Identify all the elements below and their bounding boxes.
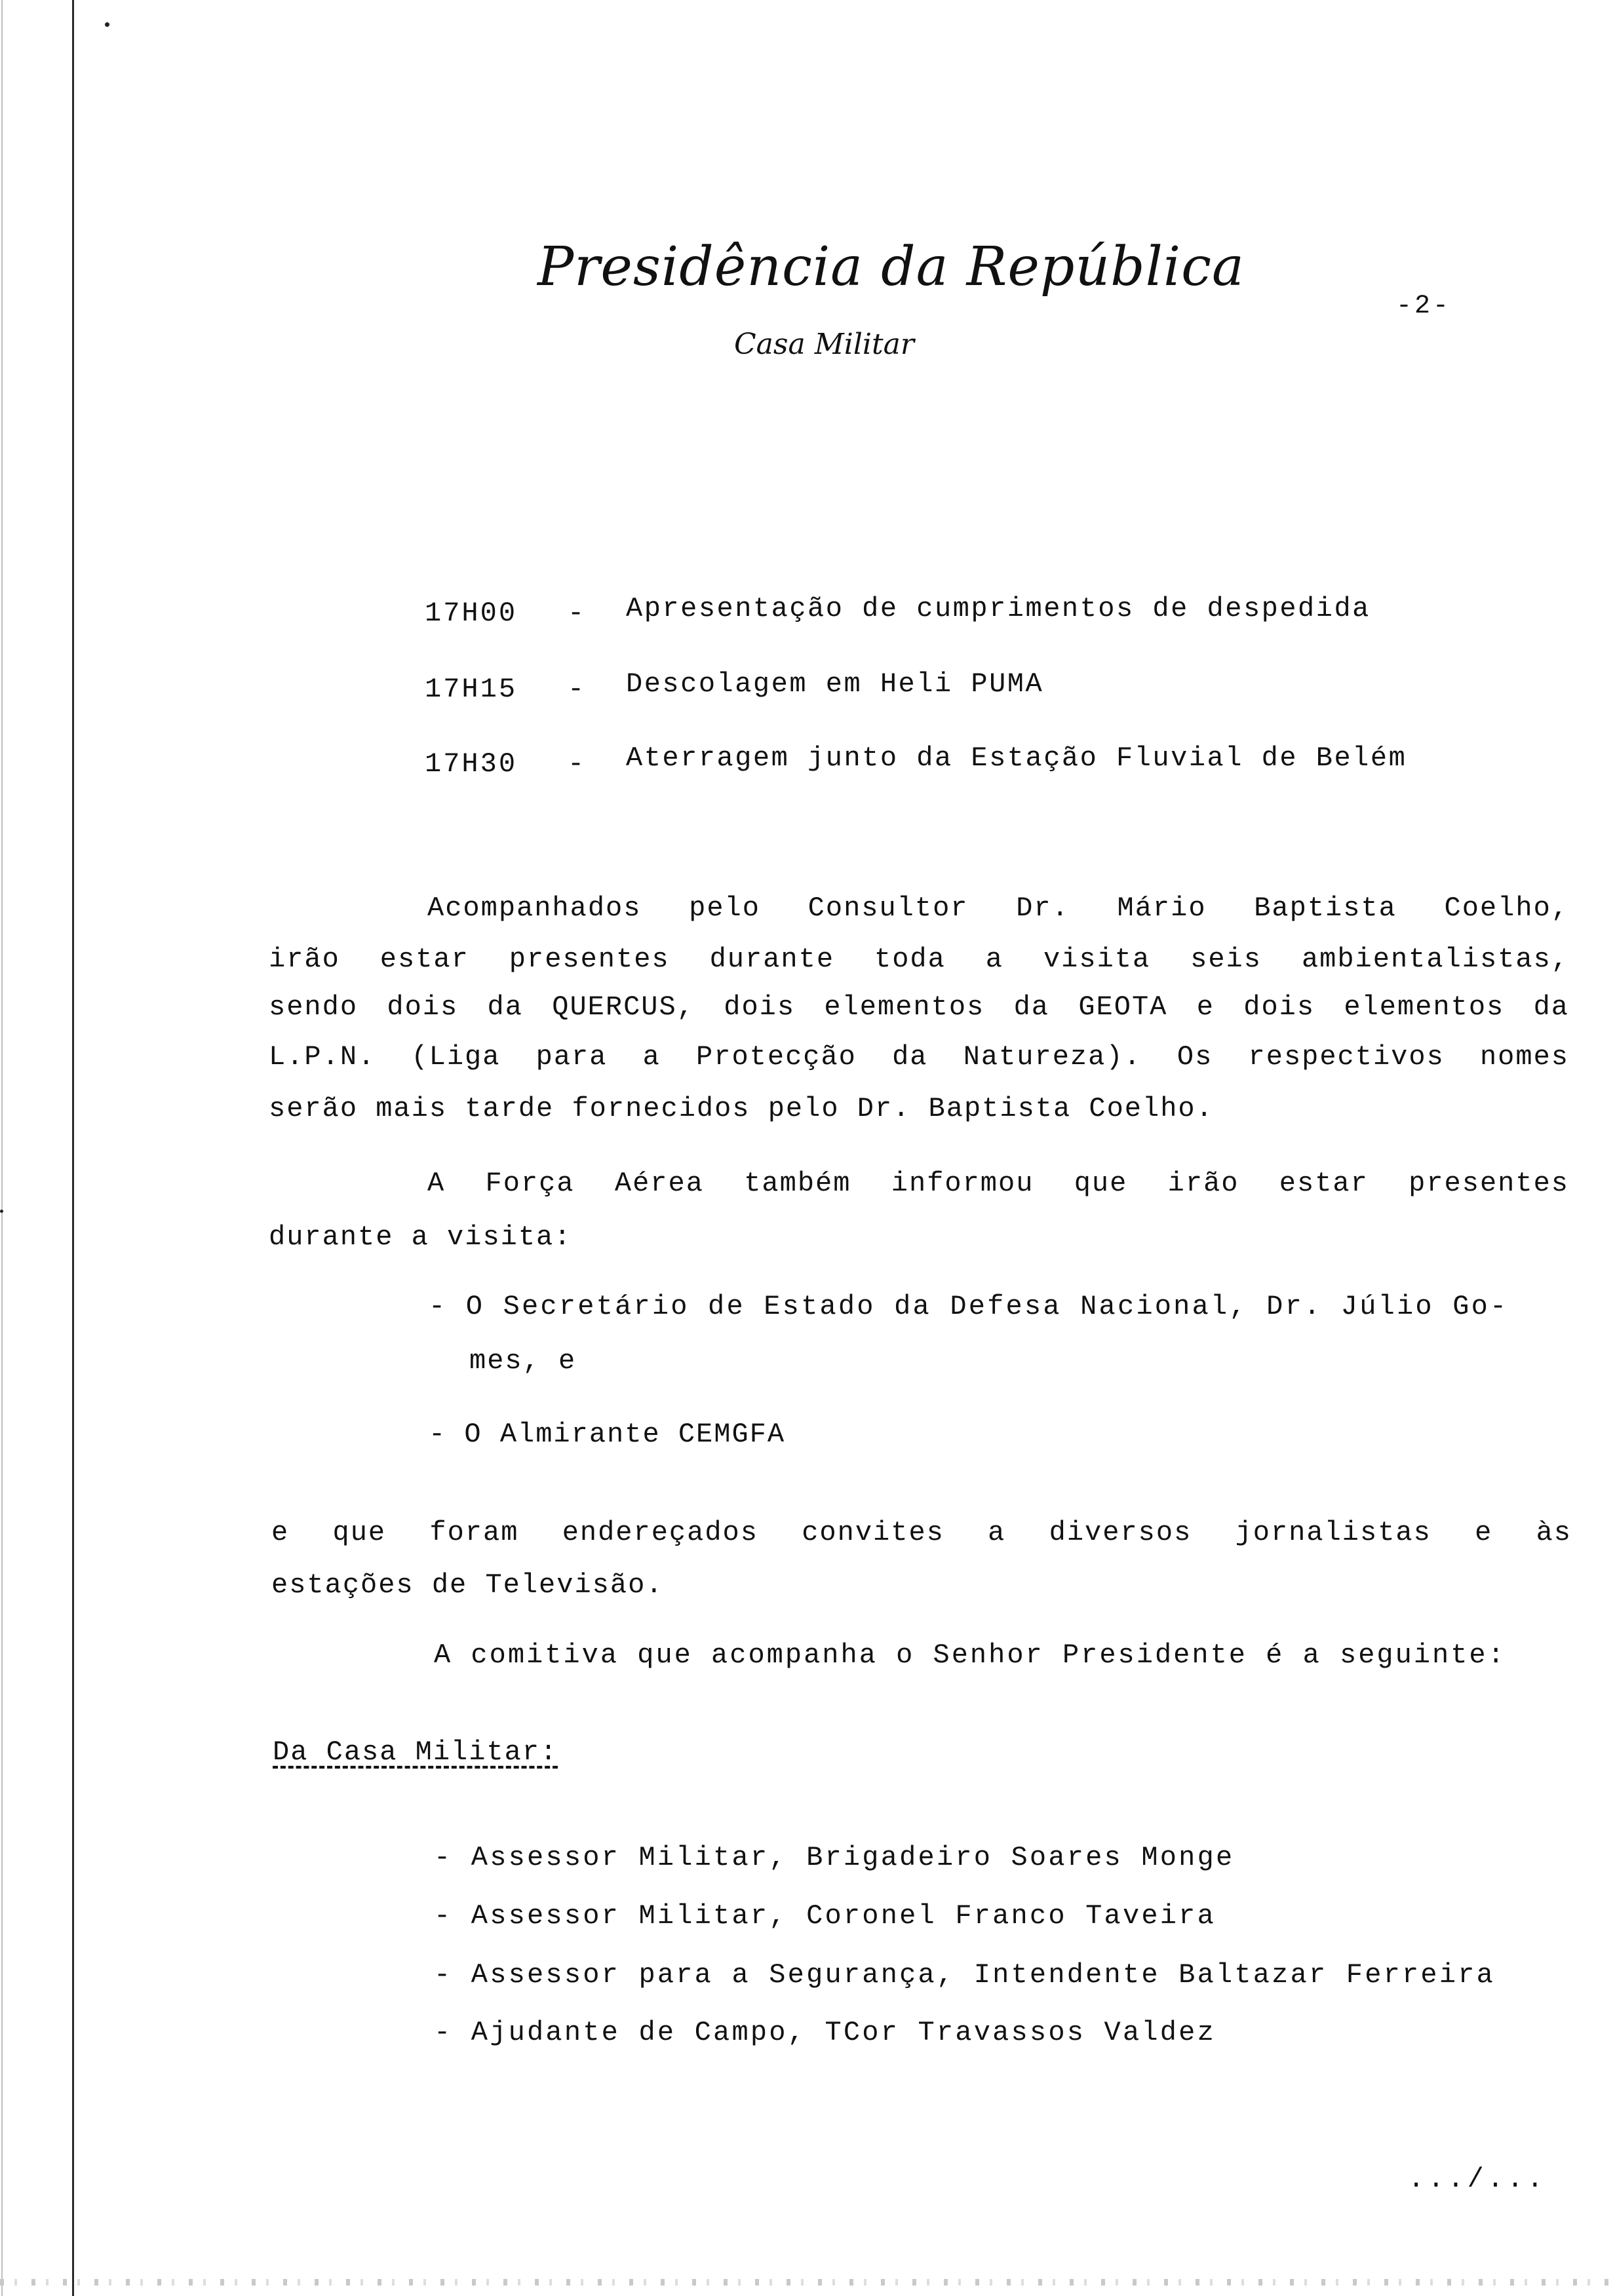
paragraph-line: e que foram endereçados convites a diversos jornalistas e às bbox=[271, 1517, 1572, 1548]
page-number: -2- bbox=[1396, 292, 1452, 321]
attendee-item: - O Secretário de Estado da Defesa Nacional, Dr. Júlio Go- bbox=[429, 1291, 1509, 1322]
scan-speck bbox=[105, 22, 109, 27]
entourage-item: - Ajudante de Campo, TCor Travassos Valdez bbox=[434, 2017, 1216, 2048]
schedule-dash: - bbox=[568, 748, 585, 780]
paragraph-entourage-intro: A comitiva que acompanha o Senhor Presidente é a seguinte: bbox=[434, 1639, 1506, 1671]
schedule-dash: - bbox=[568, 674, 585, 705]
attendee-item: - O Almirante CEMGFA bbox=[429, 1419, 786, 1450]
schedule-time: 17H00 bbox=[425, 598, 518, 629]
scan-bottom-noise bbox=[0, 2279, 1615, 2286]
schedule-time: 17H30 bbox=[425, 748, 518, 780]
paragraph-line: estações de Televisão. bbox=[271, 1569, 664, 1601]
paragraph-line: A Força Aérea também informou que irão estar presentes bbox=[427, 1168, 1569, 1199]
attendee-item-continuation: mes, e bbox=[469, 1345, 577, 1377]
paragraph-line: sendo dois da QUERCUS, dois elementos da GEOTA e dois elementos da bbox=[269, 991, 1569, 1023]
scan-speck bbox=[0, 1210, 3, 1213]
paragraph-line: Acompanhados pelo Consultor Dr. Mário Baptista Coelho, bbox=[427, 892, 1569, 924]
page-margin-line bbox=[72, 0, 74, 2296]
schedule-dash: - bbox=[568, 598, 585, 629]
entourage-item: - Assessor Militar, Brigadeiro Soares Monge bbox=[434, 1842, 1235, 1873]
paragraph-line: L.P.N. (Liga para a Protecção da Natureza). Os respectivos nomes bbox=[269, 1041, 1569, 1073]
section-heading: Da Casa Militar: bbox=[273, 1736, 558, 1768]
entourage-item: - Assessor para a Segurança, Intendente Baltazar Ferreira bbox=[434, 1959, 1496, 1991]
schedule-time: 17H15 bbox=[425, 674, 518, 705]
continuation-mark: .../... bbox=[1408, 2164, 1547, 2195]
schedule-description: Aterragem junto da Estação Fluvial de Belém bbox=[626, 742, 1407, 774]
schedule-description: Descolagem em Heli PUMA bbox=[626, 668, 1044, 700]
schedule-description: Apresentação de cumprimentos de despedida bbox=[626, 593, 1371, 624]
paragraph-line: durante a visita: bbox=[269, 1221, 572, 1253]
paragraph-line: irão estar presentes durante toda a visita seis ambientalistas, bbox=[269, 944, 1569, 975]
scan-edge-line bbox=[1, 0, 3, 2296]
entourage-item: - Assessor Militar, Coronel Franco Taveira bbox=[434, 1900, 1216, 1932]
paragraph-line: serão mais tarde fornecidos pelo Dr. Baptista Coelho. bbox=[269, 1093, 1214, 1124]
letterhead-subtitle: Casa Militar bbox=[734, 328, 914, 361]
letterhead-title: Presidência da República bbox=[537, 236, 1245, 298]
